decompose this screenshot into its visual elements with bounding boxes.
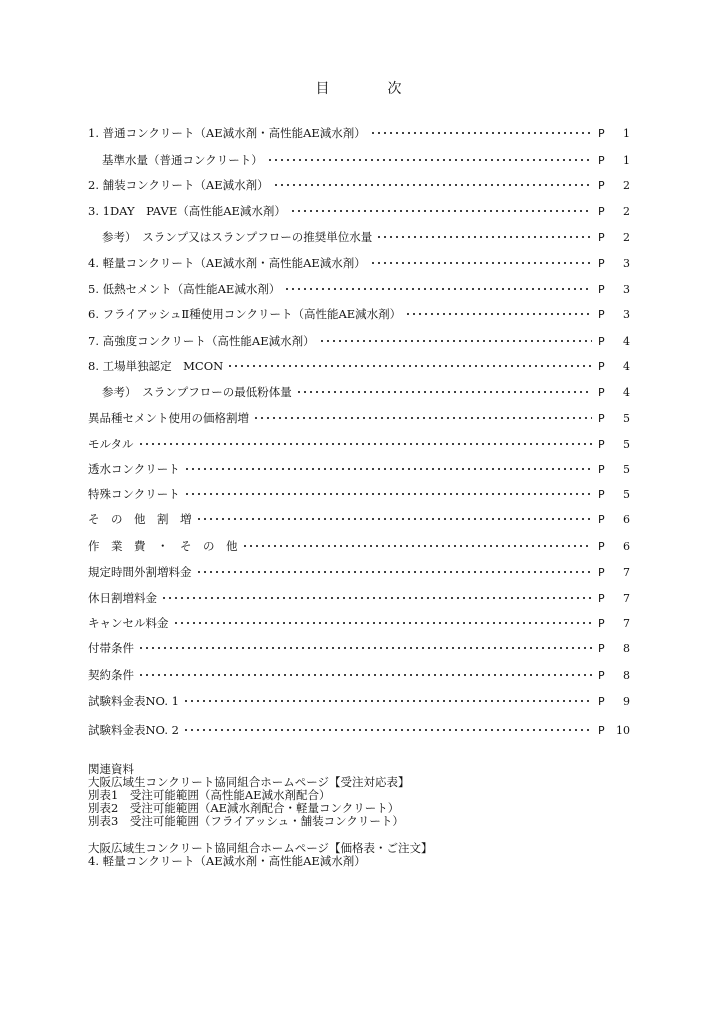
toc-row — [88, 511, 630, 527]
page-number: 2 — [623, 230, 630, 244]
page-number: 8 — [623, 641, 630, 655]
page-prefix: P — [598, 641, 605, 655]
leader-dots — [183, 727, 592, 733]
toc-label: 規定時間外割増料金 — [88, 565, 192, 579]
leader-dots — [184, 491, 592, 497]
related-item-1-4: 別表3 受注可能範囲（フライアッシュ・舗装コンクリート） — [88, 814, 404, 828]
page-prefix: P — [598, 512, 605, 526]
leader-dots — [184, 466, 592, 472]
toc-row — [88, 461, 630, 477]
page-number: 7 — [623, 565, 630, 579]
toc-row — [88, 722, 630, 738]
related-item-1-3: 別表2 受注可能範囲（AE減水剤配合・軽量コンクリート） — [88, 801, 400, 815]
page-prefix: P — [598, 411, 605, 425]
leader-dots — [319, 338, 592, 344]
page-prefix: P — [598, 153, 605, 167]
leader-dots — [370, 260, 592, 266]
toc-label: 作 業 費 ・ そ の 他 — [88, 539, 238, 553]
leader-dots — [173, 620, 593, 626]
leader-dots — [376, 234, 592, 240]
toc-label: 異品種セメント使用の価格割増 — [88, 411, 249, 425]
toc-label: 契約条件 — [88, 668, 134, 682]
toc-row — [88, 538, 630, 554]
page-prefix: P — [598, 307, 605, 321]
page-number: 3 — [623, 307, 630, 321]
toc-row — [88, 693, 630, 709]
toc-label: 6. フライアッシュⅡ種使用コンクリート（高性能AE減水剤） — [88, 307, 402, 321]
leader-dots — [183, 698, 592, 704]
toc-label: 2. 舗装コンクリート（AE減水剤） — [88, 178, 269, 192]
related-item-2-1: 大阪広域生コンクリート協同組合ホームページ【価格表・ご注文】 — [88, 841, 433, 855]
toc-label: キャンセル料金 — [88, 616, 169, 630]
title-part-1: 目 — [315, 81, 330, 97]
toc-label: 8. 工場単独認定 MCON — [88, 359, 224, 373]
leader-dots — [196, 569, 593, 575]
toc-row — [88, 486, 630, 502]
toc-row — [88, 255, 630, 271]
page-prefix: P — [598, 204, 605, 218]
toc-label: 透水コンクリート — [88, 462, 180, 476]
toc-row — [88, 436, 630, 452]
page-prefix: P — [598, 694, 605, 708]
toc-label: 1. 普通コンクリート（AE減水剤・高性能AE減水剤） — [88, 126, 366, 140]
toc-label: 基準水量（普通コンクリート） — [102, 153, 263, 167]
page-number: 8 — [623, 668, 630, 682]
toc-label: 参考） スランプフローの最低粉体量 — [102, 385, 292, 399]
page-number: 2 — [623, 204, 630, 218]
leader-dots — [227, 363, 592, 369]
toc-row — [88, 281, 630, 297]
page-number: 1 — [623, 126, 630, 140]
toc-label: 5. 低熱セメント（高性能AE減水剤） — [88, 282, 281, 296]
page-number: 4 — [623, 359, 630, 373]
page-prefix: P — [598, 462, 605, 476]
toc-label: 付帯条件 — [88, 641, 134, 655]
page-prefix: P — [598, 230, 605, 244]
leader-dots — [242, 543, 593, 549]
page-prefix: P — [598, 126, 605, 140]
page-prefix: P — [598, 565, 605, 579]
page-prefix: P — [598, 256, 605, 270]
toc-row — [88, 615, 630, 631]
page-number: 7 — [623, 591, 630, 605]
toc-label: 7. 高強度コンクリート（高性能AE減水剤） — [88, 334, 315, 348]
toc-row — [88, 333, 630, 349]
page-prefix: P — [598, 385, 605, 399]
leader-dots — [161, 595, 592, 601]
page-number: 9 — [623, 694, 630, 708]
toc-label: 参考） スランプ又はスランプフローの推奨単位水量 — [102, 230, 373, 244]
related-materials — [88, 763, 433, 868]
page-number: 5 — [623, 411, 630, 425]
page-prefix: P — [598, 668, 605, 682]
page-prefix: P — [598, 282, 605, 296]
page-prefix: P — [598, 437, 605, 451]
toc-row — [88, 125, 630, 141]
leader-dots — [284, 286, 592, 292]
toc-label: 試験料金表NO. 1 — [88, 694, 179, 708]
toc-label: そ の 他 割 増 — [88, 512, 192, 526]
leader-dots — [296, 389, 592, 395]
page-number: 5 — [623, 462, 630, 476]
toc-row — [102, 229, 630, 245]
leader-dots — [138, 672, 592, 678]
related-item-2-2: 4. 軽量コンクリート（AE減水剤・高性能AE減水剤） — [88, 854, 366, 868]
page-prefix: P — [598, 359, 605, 373]
page-prefix: P — [598, 487, 605, 501]
toc-row — [88, 590, 630, 606]
page-number: 4 — [623, 334, 630, 348]
toc-label: 試験料金表NO. 2 — [88, 723, 179, 737]
page-number: 3 — [623, 256, 630, 270]
leader-dots — [405, 311, 592, 317]
toc-row — [88, 358, 630, 374]
page-number: 7 — [623, 616, 630, 630]
toc-row — [88, 177, 630, 193]
related-item-1-1: 大阪広域生コンクリート協同組合ホームページ【受注対応表】 — [88, 775, 410, 789]
toc-label: 休日割増料金 — [88, 591, 157, 605]
page-number: 6 — [623, 512, 630, 526]
related-heading: 関連資料 — [88, 762, 134, 776]
page-prefix: P — [598, 723, 605, 737]
page-prefix: P — [598, 334, 605, 348]
toc-row — [88, 667, 630, 683]
toc-row — [88, 640, 630, 656]
leader-dots — [290, 208, 592, 214]
page-prefix: P — [598, 178, 605, 192]
toc-label: モルタル — [88, 437, 134, 451]
leader-dots — [138, 441, 592, 447]
page-number: 6 — [623, 539, 630, 553]
toc-row — [102, 384, 630, 400]
toc-row — [88, 410, 630, 426]
leader-dots — [196, 516, 593, 522]
page-number: 4 — [623, 385, 630, 399]
leader-dots — [253, 415, 592, 421]
toc-row — [102, 152, 630, 168]
leader-dots — [273, 182, 592, 188]
page-number: 5 — [623, 487, 630, 501]
leader-dots — [138, 645, 592, 651]
toc-row — [88, 203, 630, 219]
toc-label: 3. 1DAY PAVE（高性能AE減水剤） — [88, 204, 286, 218]
page-prefix: P — [598, 591, 605, 605]
related-item-1-2: 別表1 受注可能範囲（高性能AE減水剤配合） — [88, 788, 331, 802]
toc-row — [88, 564, 630, 580]
related-spacer — [88, 828, 433, 842]
page-number: 10 — [616, 723, 630, 737]
toc-row — [88, 306, 630, 322]
toc-label: 4. 軽量コンクリート（AE減水剤・高性能AE減水剤） — [88, 256, 366, 270]
page-number: 1 — [623, 153, 630, 167]
page-number: 3 — [623, 282, 630, 296]
leader-dots — [267, 157, 592, 163]
page-number: 2 — [623, 178, 630, 192]
page-prefix: P — [598, 539, 605, 553]
title-part-2: 次 — [387, 81, 402, 97]
page-number: 5 — [623, 437, 630, 451]
page-prefix: P — [598, 616, 605, 630]
toc-label: 特殊コンクリート — [88, 487, 180, 501]
leader-dots — [370, 130, 592, 136]
